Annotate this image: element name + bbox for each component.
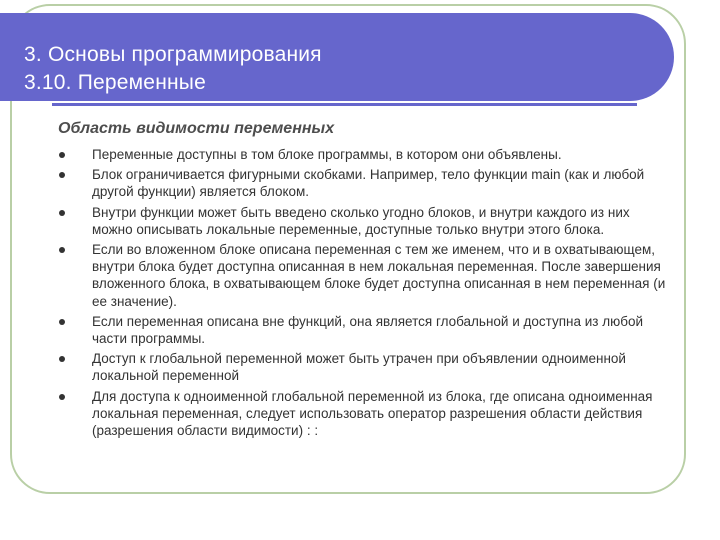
list-item-text: Блок ограничивается фигурными скобками. Например, тело функции main (как и любой другой функции) является блоком. [92,167,645,200]
list-item-text: Для доступа к одноименной глобальной переменной из блока, где описана одноименная локальная переменная, следует использовать оператор разрешения области действия (разрешения области видимости) : : [92,388,653,439]
list-item-text: Доступ к глобальной переменной может быть утрачен при объявлении одноименной локальной переменной [92,351,626,384]
title-line-2: 3.10. Переменные [24,71,206,94]
bullet-icon [59,356,65,362]
list-item-text: Если переменная описана вне функций, она является глобальной и доступна из любой части программы. [92,313,644,347]
list-item [56,241,666,310]
list-item [56,350,666,384]
list-item [56,204,666,238]
list-item [56,146,666,163]
section-heading: Область видимости переменных [58,120,335,137]
bullet-icon [59,172,65,178]
title-bar [0,13,674,101]
list-item [56,166,666,200]
list-item [56,313,666,347]
list-item [56,388,666,440]
list-item-text: Переменные доступны в том блоке программы, в котором они объявлены. [92,147,562,162]
list-item-text: Внутри функции может быть введено сколько угодно блоков, и внутри каждого из них можно описывать локальные переменные, доступные только внутри этого блока. [92,204,630,237]
bullet-list [56,146,666,442]
bullet-icon [59,394,65,400]
list-item-text: Если во вложенном блоке описана переменная с тем же именем, что и в охватывающем, внутри блока будет доступна описанная в нем локальная переменная. После завершения вложенного блока, в охватывающем блоке будет доступна описанная в нем переменная (и ее значение). [92,242,666,309]
bullet-icon [59,319,65,325]
bullet-icon [59,247,65,253]
title-line-1: 3. Основы программирования [24,43,322,66]
bullet-icon [59,152,65,158]
bullet-icon [59,210,65,216]
title-underline [52,103,637,106]
